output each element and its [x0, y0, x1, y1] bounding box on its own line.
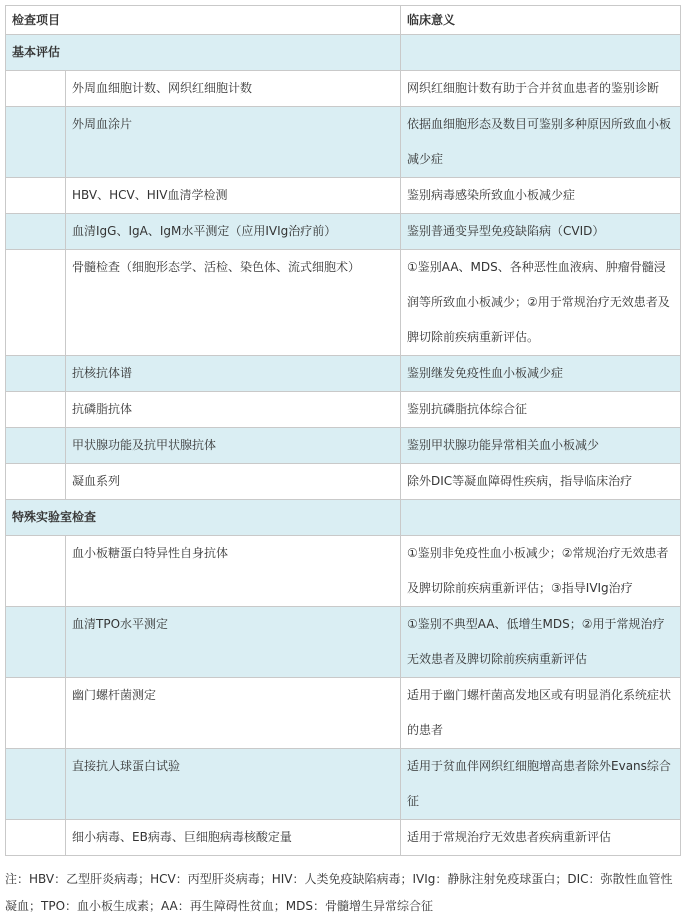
row-item: 幽门螺杆菌测定 [66, 678, 401, 749]
section-row-special [6, 500, 681, 536]
row-item: 凝血系列 [66, 464, 401, 500]
table-row [6, 356, 681, 392]
row-significance: 依据血细胞形态及数目可鉴别多种原因所致血小板减少症 [401, 107, 681, 178]
row-significance: ①鉴别AA、MDS、各种恶性血液病、肿瘤骨髓浸润等所致血小板减少；②用于常规治疗无效患者及脾切除前疾病重新评估。 [401, 250, 681, 356]
row-item: 直接抗人球蛋白试验 [66, 749, 401, 820]
table-row [6, 71, 681, 107]
table-row [6, 678, 681, 749]
header-item: 检查项目 [6, 6, 401, 35]
table-header-row [6, 6, 681, 35]
table-row [6, 214, 681, 250]
section-row-basic [6, 35, 681, 71]
row-item: 骨髓检查（细胞形态学、活检、染色体、流式细胞术） [66, 250, 401, 356]
row-item: 抗磷脂抗体 [66, 392, 401, 428]
table-row [6, 250, 681, 356]
row-item: 血小板糖蛋白特异性自身抗体 [66, 536, 401, 607]
row-item: 细小病毒、EB病毒、巨细胞病毒核酸定量 [66, 820, 401, 856]
row-significance: 网织红细胞计数有助于合并贫血患者的鉴别诊断 [401, 71, 681, 107]
row-significance: 适用于贫血伴网织红细胞增高患者除外Evans综合征 [401, 749, 681, 820]
row-significance: 适用于常规治疗无效患者疾病重新评估 [401, 820, 681, 856]
section-blank [401, 500, 681, 536]
table-footnote: 注：HBV：乙型肝炎病毒；HCV：丙型肝炎病毒；HIV：人类免疫缺陷病毒；IVIg：静脉注射免疫球蛋白；DIC：弥散性血管性凝血；TPO：血小板生成素；AA：再生障碍性贫血；MDS：骨髓增生异常综合征 [5, 872, 673, 913]
row-item: 血清IgG、IgA、IgM水平测定（应用IVIg治疗前） [66, 214, 401, 250]
section-blank [401, 35, 681, 71]
table-row [6, 820, 681, 856]
row-significance: ①鉴别非免疫性血小板减少；②常规治疗无效患者及脾切除前疾病重新评估；③指导IVIg治疗 [401, 536, 681, 607]
row-significance: 鉴别普通变异型免疫缺陷病（CVID） [401, 214, 681, 250]
exam-table [5, 5, 681, 856]
table-row [6, 392, 681, 428]
row-significance: 鉴别甲状腺功能异常相关血小板减少 [401, 428, 681, 464]
table-row [6, 749, 681, 820]
row-item: 血清TPO水平测定 [66, 607, 401, 678]
header-significance: 临床意义 [401, 6, 681, 35]
table-row [6, 107, 681, 178]
table-row [6, 536, 681, 607]
row-significance: 鉴别继发免疫性血小板减少症 [401, 356, 681, 392]
row-significance: ①鉴别不典型AA、低增生MDS；②用于常规治疗无效患者及脾切除前疾病重新评估 [401, 607, 681, 678]
row-item: 甲状腺功能及抗甲状腺抗体 [66, 428, 401, 464]
section-title: 基本评估 [6, 35, 401, 71]
row-item: HBV、HCV、HIV血清学检测 [66, 178, 401, 214]
row-item: 外周血涂片 [66, 107, 401, 178]
table-row [6, 428, 681, 464]
row-significance: 鉴别病毒感染所致血小板减少症 [401, 178, 681, 214]
section-title: 特殊实验室检查 [6, 500, 401, 536]
row-significance: 鉴别抗磷脂抗体综合征 [401, 392, 681, 428]
row-significance: 除外DIC等凝血障碍性疾病，指导临床治疗 [401, 464, 681, 500]
table-row [6, 464, 681, 500]
row-significance: 适用于幽门螺杆菌高发地区或有明显消化系统症状的患者 [401, 678, 681, 749]
row-item: 外周血细胞计数、网织红细胞计数 [66, 71, 401, 107]
row-item: 抗核抗体谱 [66, 356, 401, 392]
table-row [6, 178, 681, 214]
table-row [6, 607, 681, 678]
